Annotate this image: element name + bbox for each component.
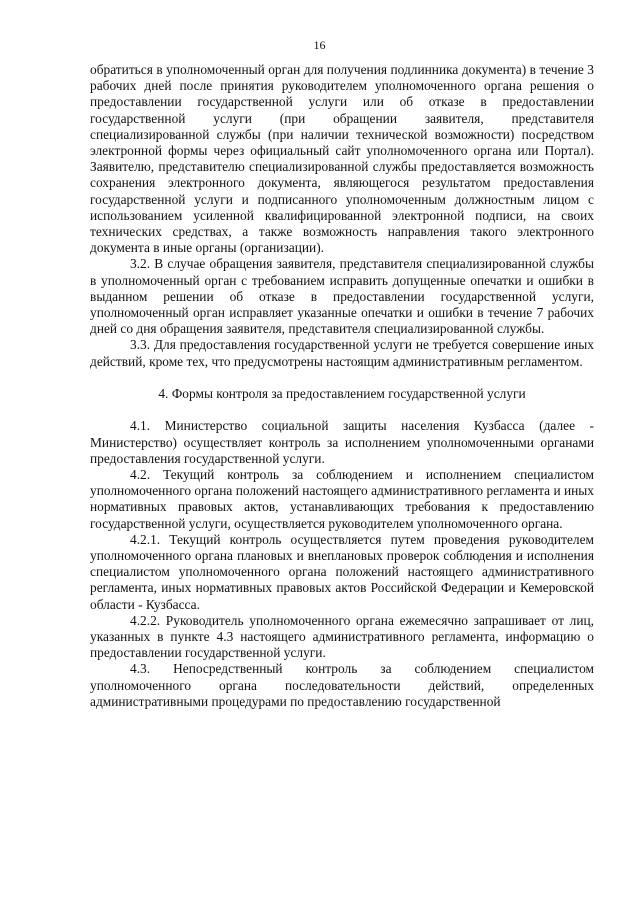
paragraph-4-2-1: 4.2.1. Текущий контроль осуществляется путем проведения руководителем уполномоченного органа плановых и внеплановых проверок соблюдения и исполнения специалистом уполномоченного органа положений настоящего административного регламента, иных нормативных правовых актов Российской Федерации и Кемеровской области - Кузбасса. bbox=[90, 531, 594, 612]
paragraph-4-2-2: 4.2.2. Руководитель уполномоченного органа ежемесячно запрашивает от лиц, указанных в пункте 4.3 настоящего административного регламента, информацию о предоставлении государственной услуги. bbox=[90, 612, 594, 661]
page-number: 16 bbox=[313, 38, 326, 52]
paragraph-4-1: 4.1. Министерство социальной защиты населения Кузбасса (далее - Министерство) осуществляет контроль за исполнением уполномоченными органами предоставления государственной услуги. bbox=[90, 418, 594, 466]
section-heading: 4. Формы контроля за предоставлением государственной услуги bbox=[158, 386, 526, 402]
paragraph-continuation: обратиться в уполномоченный орган для получения подлинника документа) в течение 3 рабочих дней после принятия руководителем уполномоченного органа решения о предоставлении государственной услуги или об отказе в предоставлении государственной услуги (при обращении заявителя, представителя специализированной службы (при наличии технической возможности) посредством электронной формы через официальный сайт уполномоченного органа или Портал). Заявителю, представителю специализированной службы предоставляется возможность сохранения электронного документа, являющегося результатом предоставления государственной услуги и подписанного уполномоченным должностным лицом с использованием усиленной квалифицированной электронной подписи, на своих технических средствах, а также возможность направления такого электронного документа в иные органы (организации). bbox=[90, 62, 594, 256]
document-body bbox=[90, 62, 594, 710]
paragraph-4-2: 4.2. Текущий контроль за соблюдением и исполнением специалистом уполномоченного органа положений настоящего административного регламента и иных нормативных правовых актов, устанавливающих требования к предоставлению государственной услуги, осуществляется руководителем уполномоченного органа. bbox=[90, 467, 594, 531]
paragraph-3-2: 3.2. В случае обращения заявителя, представителя специализированной службы в уполномоченный орган с требованием исправить допущенные опечатки и ошибки в выданном решении об отказе в предоставлении государственной услуги, уполномоченный орган исправляет указанные опечатки и ошибки в течение 7 рабочих дней со дня обращения заявителя, представителя специализированной службы. bbox=[90, 256, 594, 337]
paragraph-3-3: 3.3. Для предоставления государственной услуги не требуется совершение иных действий, кроме тех, что предусмотрены настоящим административным регламентом. bbox=[90, 337, 594, 369]
paragraph-4-3: 4.3. Непосредственный контроль за соблюдением специалистом уполномоченного органа последовательности действий, определенных административными процедурами по предоставлению государственной bbox=[90, 661, 594, 709]
